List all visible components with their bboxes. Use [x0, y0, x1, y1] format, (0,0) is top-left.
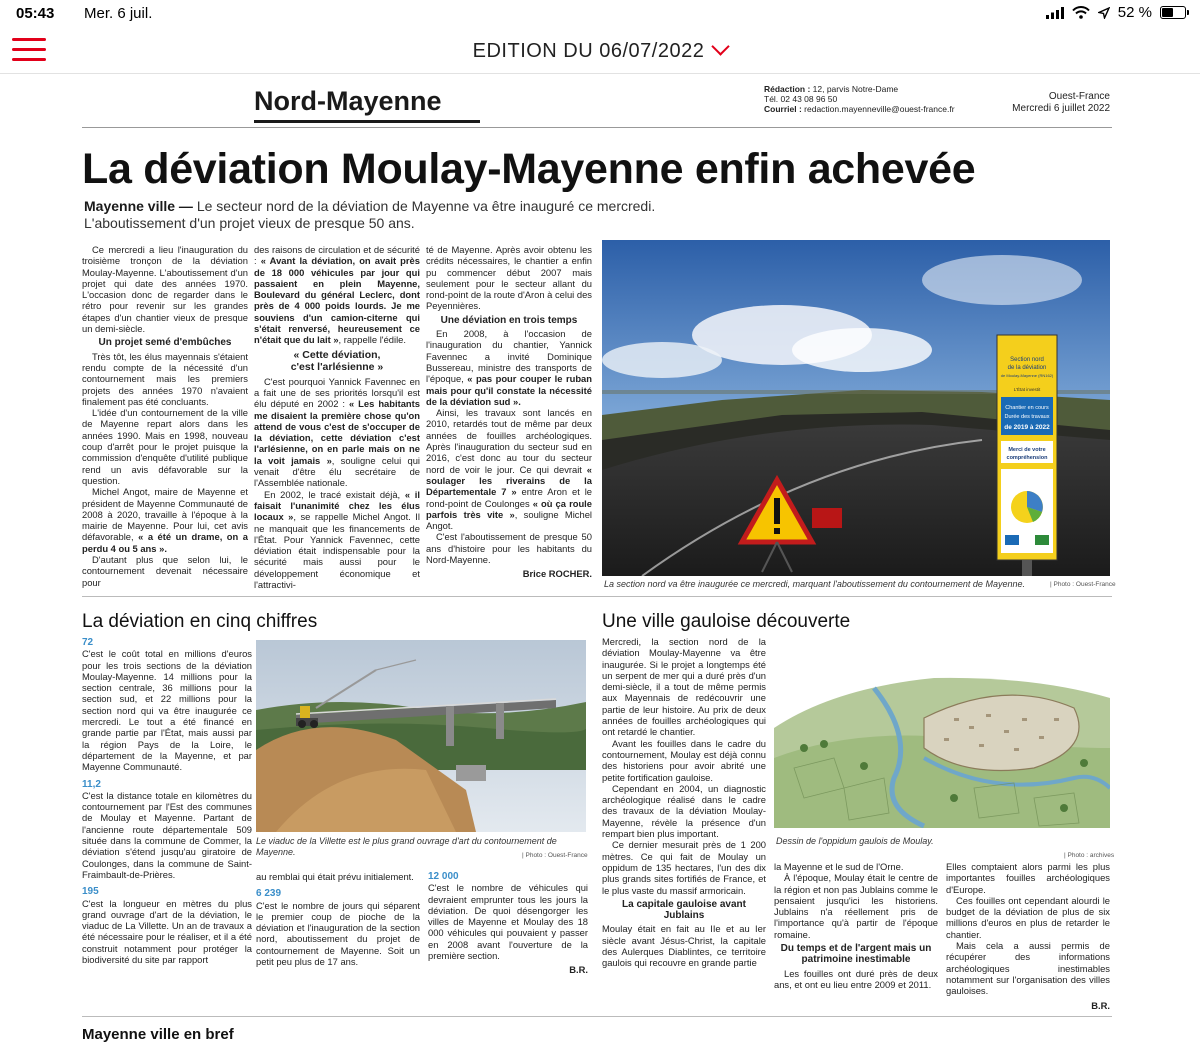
rubrique-title: Nord-Mayenne	[254, 86, 442, 116]
section-divider	[82, 596, 1112, 597]
figure-number: 11,2	[82, 778, 101, 790]
oppidum-illustration	[774, 648, 1110, 828]
figure-text: C'est le coût total en millions d'euros pour les trois sections de la déviation Moulay-Mayenne. 14 millions pour la section centrale, 36 millions pour la section sud, et 22 millions pour la section nord qui va être inaugurée ce mercredi. Le tout a été financé en grande partie par l'État, mais aussi par la région Pays de la Loire, le département de la Mayenne, et par Mayenne Communauté.	[82, 648, 252, 773]
paragraph: Avant les fouilles dans le cadre du contournement, Moulay est déjà connu des historiens pour avoir abrité une petite fortification gauloise.	[602, 737, 766, 783]
rubrique-rule	[254, 120, 480, 123]
paragraph: C'est l'aboutissement de presque 50 ans d'histoire pour les habitants du Nord-Mayenne.	[426, 531, 592, 566]
sign-line: Durée des travaux	[1004, 414, 1050, 420]
paragraph-quote: « soulager les riverains de la Départementale 7 »	[426, 463, 592, 498]
sign-line: L'État investit	[1013, 387, 1041, 392]
issue-date: Mercredi 6 juillet 2022	[1012, 103, 1110, 114]
paragraph: Les fouilles ont duré près de deux ans, et ont eu lieu entre 2009 et 2011.	[774, 967, 938, 990]
paragraph	[254, 376, 420, 489]
paragraph-text: C'est pourquoi Yannick Favennec en a fait une de ses priorités lorsqu'il est élu député en 2002 :	[254, 375, 420, 410]
status-date: Mer. 6 juil.	[84, 5, 153, 22]
article-lead-text: Le secteur nord de la déviation de Mayenne va être inauguré ce mercredi. L'aboutissement d'un projet vieux de presque 50 ans.	[84, 198, 656, 231]
masthead	[1012, 91, 1110, 115]
gauloise-column-3	[946, 861, 1110, 1011]
brief-title: Mayenne ville en bref	[82, 1026, 234, 1042]
subheading: Une déviation en trois temps	[440, 314, 578, 326]
oppidum-credit: | Photo : archives	[1064, 852, 1115, 859]
sign-line: Merci de votre	[1008, 447, 1046, 453]
paragraph-text: , souligne celui qui venait d'être élu secrétaire de l'Assemblée nationale.	[254, 454, 420, 489]
photo-credit: | Photo : Ouest-France	[1050, 581, 1116, 588]
brief-divider	[82, 1016, 1112, 1017]
byline: Brice ROCHER.	[522, 568, 592, 580]
redaction-block	[764, 84, 955, 114]
app-header	[0, 28, 1200, 74]
photo-viaduct	[256, 640, 586, 832]
paragraph: L'idée d'un contournement de la ville de Mayenne repart alors dans les années 1990. Mais en 1998, nouveau coup d'arrêt pour le projet puisque la commission d'enquête d'utilité publique rend un avis défavorable sur la question.	[82, 407, 248, 486]
sign-line: Chantier en cours	[1005, 405, 1049, 411]
article-dateline: Mayenne ville —	[84, 198, 197, 214]
status-time: 05:43	[16, 5, 55, 22]
paragraph-text: entre Aron et le rond-point de Coulonges	[426, 486, 592, 509]
status-right	[1046, 4, 1186, 21]
sign-line: Section nord	[1010, 357, 1044, 363]
paragraph: D'autant plus que selon lui, le contournement devenait nécessaire pour	[82, 554, 248, 588]
paragraph: la Mayenne et le sud de l'Orne.	[774, 861, 904, 872]
redaction-email: redaction.mayenneville@ouest-france.fr	[804, 104, 955, 114]
paragraph-text: En 2008, à l'occasion de l'inauguration du chantier, Yannick Favennec a invité Dominique Bussereau, ministre des transports de l'époque,	[426, 328, 592, 385]
photo-oppidum	[774, 648, 1110, 828]
paragraph: Cependant en 2004, un diagnostic archéologique réalisé dans le cadre des travaux de la déviation Moulay-Mayenne, révèle la présence d'un rempart bien plus important.	[602, 782, 766, 840]
byline: B.R.	[1091, 999, 1110, 1011]
section-title-gauloise: Une ville gauloise découverte	[602, 611, 851, 632]
figure-number: 6 239	[256, 888, 282, 900]
paragraph: Mais cela a aussi permis de récupérer des informations archéologiques inestimables notamment sur l'organisation des villes gauloises.	[946, 940, 1110, 997]
pull-quote-line: « Cette déviation,	[293, 348, 381, 361]
chevron-down-icon[interactable]	[712, 37, 730, 55]
sign-line: de la déviation	[1007, 365, 1047, 371]
subheading: Du temps et de l'argent mais un patrimoine inestimable	[780, 943, 932, 966]
paragraph-quote: « Les habitants me disaient la première chose qu'on attend de vous c'est de s'occuper de la déviation, cette déviation c'est l'arlésienne, on en parle mais on ne la voit jamais »	[254, 398, 420, 466]
viaduct-illustration	[256, 640, 586, 832]
paragraph: Ce dernier mesurait près de 1 200 mètres. Ce qui fait de Moulay un oppidum de 135 hectares, l'un des dix plus grands sites fortifiés de France, et le plus vaste du massif armoricain.	[602, 839, 766, 896]
article-lead	[84, 198, 684, 232]
paragraph-quote: « il faisait l'unanimité chez les élus locaux »	[254, 488, 420, 523]
paragraph-quote: « où ça roule parfois très vite »	[426, 497, 592, 520]
paragraph: Très tôt, les élus mayennais s'étaient rendu compte de la nécessité d'un contournement mais les premiers projets des années 1970 n'avaient finalement pas été concluants.	[82, 350, 248, 407]
paragraph-text: Ainsi, les travaux sont lancés en 2010, retardés tout de même par deux années de fouilles archéologiques. Après l'inauguration du secteur sud en 2016, c'est donc au tour du secteur nord de voir le jour. Ce qui devrait	[426, 407, 592, 475]
figure-number: 12 000	[428, 871, 459, 882]
pull-quote-line: c'est l'arlésienne »	[290, 360, 384, 373]
paragraph-text: , rappelle l'édile.	[338, 334, 406, 346]
paragraph-quote: « a été un drame, on a perdu 4 ou 5 ans ».	[82, 531, 248, 554]
viaduct-caption: Le viaduc de la Villette est le plus grand ouvrage d'art du contournement de Mayenne.	[256, 836, 557, 857]
redaction-address: 12, parvis Notre-Dame	[812, 84, 899, 94]
paragraph-text: , souligne Michel Angot.	[426, 508, 593, 532]
newspaper-page	[74, 74, 1126, 1042]
figure-number: 195	[82, 886, 99, 898]
chiffres-column-2	[256, 871, 420, 967]
paragraph: Moulay était en fait au IIe et au Ier siècle avant Jésus-Christ, la capitale des Aulerques Diablintes, ce territoire gaulois qui recouvre en grande partie	[602, 923, 766, 969]
figure-text: C'est le nombre de jours qui séparent le premier coup de pioche de la déviation et l'inauguration de la section nord, aboutissement du projet de contournement de Mayenne. Soit un petit peu plus de 17 ans.	[256, 899, 420, 968]
paragraph	[82, 486, 248, 554]
figure-number: 72	[82, 637, 94, 648]
paragraph: té de Mayenne. Après avoir obtenu les crédits nécessaires, le chantier a enfin pu commencer début 2007 mais seulement pour le secteur allant du rond-point de la route d'Aron à celui des Peyennières.	[426, 244, 592, 312]
signal-icon	[1046, 7, 1064, 19]
chiffres-column-1	[82, 637, 252, 965]
article-headline: La déviation Moulay-Mayenne enfin achevée	[82, 145, 976, 193]
oppidum-caption: Dessin de l'oppidum gaulois de Moulay.	[776, 836, 934, 846]
paragraph-text: En 2002, le tracé existait déjà,	[264, 488, 405, 500]
wifi-icon	[1072, 6, 1090, 19]
sign-line: compréhension	[1006, 455, 1048, 461]
figure-text: C'est le nombre de véhicules qui devraient emprunter tous les jours la déviation. De quoi désengorger les villes de Mayenne et Moulay des 18 000 véhicules qui pouvaient y passer en 2008 avant l'ouverture de la première section.	[428, 882, 588, 962]
paragraph: Ces fouilles ont cependant alourdi le budget de la déviation de plus de six millions d'euros en plus de retarder le chantier.	[946, 894, 1110, 940]
battery-icon	[1160, 6, 1186, 19]
paragraph	[426, 407, 592, 531]
roadworks-illustration	[602, 240, 1110, 576]
gauloise-column-2	[774, 861, 938, 990]
status-bar	[0, 0, 1200, 28]
paragraph-text: des raisons de circulation et de sécurité :	[254, 244, 420, 267]
edition-selector[interactable]	[0, 40, 1200, 63]
figure-text: C'est la distance totale en kilomètres du contournement par l'Est des communes de Moulay et Mayenne. Partant de l'ancienne route départementale 509 située dans la commune de Commer, la déviation s'étend jusqu'au giratoire de Coulonges, dans la commune de Saint-Fraimbault-de-Prières.	[82, 789, 252, 880]
section-title-chiffres: La déviation en cinq chiffres	[82, 611, 318, 632]
paragraph-text: Michel Angot, maire de Mayenne et président de Mayenne Communauté de 2008 à 2020, travaille à l'époque à la mairie de Mayenne. Pour lui, cet avis défavorable,	[82, 486, 248, 543]
figure-text: C'est la longueur en mètres du plus grand ouvrage d'art de la déviation, le viaduc de La Villette. Un an de travaux a été nécessaire pour le réaliser, et il a été construit notamment pour protéger la biodiversité du site par rapport	[82, 897, 252, 966]
photo-roadworks	[602, 240, 1110, 576]
chiffres-column-3	[428, 871, 588, 976]
paragraph	[254, 489, 420, 591]
battery-fill	[1162, 8, 1173, 17]
subheading: La capitale gauloise avant Jublains	[622, 898, 746, 922]
paragraph-quote: « Avant la déviation, on avait près de 18 000 véhicules par jour qui passaient en plein Mayenne, Boulevard du général Leclerc, dont près de 4 000 poids lourds. Je me souviens d'un camion-citerne qui s'était renversé, heureusement ce n'était que du lait »	[254, 255, 420, 346]
article-column-3	[426, 244, 592, 580]
article-column-1	[82, 244, 248, 588]
edition-label: EDITION DU 06/07/2022	[472, 40, 705, 62]
subheading: Un projet semé d'embûches	[98, 337, 232, 349]
figure-text-continued: au remblai qui était prévu initialement.	[256, 871, 414, 882]
paragraph: À l'époque, Moulay était le centre de la région et non pas Jublains comme le pensaient jusqu'ici les historiens. Jublains n'a réellement pris de l'importance qu'à partir de l'époque romaine.	[774, 872, 938, 940]
battery-percent: 52 %	[1117, 4, 1152, 21]
newspaper-name: Ouest-France	[1048, 91, 1110, 102]
paragraph-quote: « pas pour couper le ruban mais pour qu'il constate la nécessité de la déviation sud ».	[426, 373, 592, 407]
sign-line: de 2019 à 2022	[1004, 424, 1050, 431]
paragraph: Mercredi, la section nord de la déviation Moulay-Mayenne va être inaugurée. Si le projet a longtemps été un serpent de mer qui a duré près d'un demi-siècle, il a tout de même permis aux Mayennais de redécouvrir une partie de leur histoire. Au prix de deux années de fouilles archéologiques qui ont retardé le chantier.	[602, 636, 766, 738]
byline: B.R.	[569, 964, 588, 976]
photo-caption: La section nord va être inaugurée ce mercredi, marquant l'aboutissement du contournement de Mayenne.	[604, 579, 1025, 589]
viaduct-credit: | Photo : Ouest-France	[522, 852, 588, 859]
paragraph: Ce mercredi a lieu l'inauguration du troisième tronçon de la déviation Moulay-Mayenne. L'aboutissement d'un projet qui date des années 1970. L'occasion donc de regarder dans le rétro pour revenir sur les grandes étapes d'un chantier vieux de presque un demi-siècle.	[82, 244, 248, 335]
courriel-label: Courriel :	[764, 104, 802, 114]
redaction-label: Rédaction :	[764, 84, 811, 94]
redaction-phone: Tél. 02 43 08 96 50	[764, 94, 838, 104]
article-column-2	[254, 244, 420, 590]
sign-line: de Moulay-Mayenne (RN162)	[1000, 373, 1054, 378]
header-rule	[82, 127, 1112, 128]
paragraph-text: , se rappelle Michel Angot. Il ne manquait que les financements de l'État. Pour Yannick Favennec, cette déviation était indispensable pour la sécurité mais aussi pour le développement économique et l'attractivi-	[254, 511, 420, 591]
pull-quote	[254, 349, 420, 373]
gauloise-column-1	[602, 636, 766, 969]
paragraph	[426, 328, 592, 407]
location-arrow-icon	[1098, 7, 1110, 19]
paragraph: Elles comptaient alors parmi les plus importantes fouilles archéologiques d'Europe.	[946, 861, 1110, 895]
paragraph	[254, 244, 420, 346]
